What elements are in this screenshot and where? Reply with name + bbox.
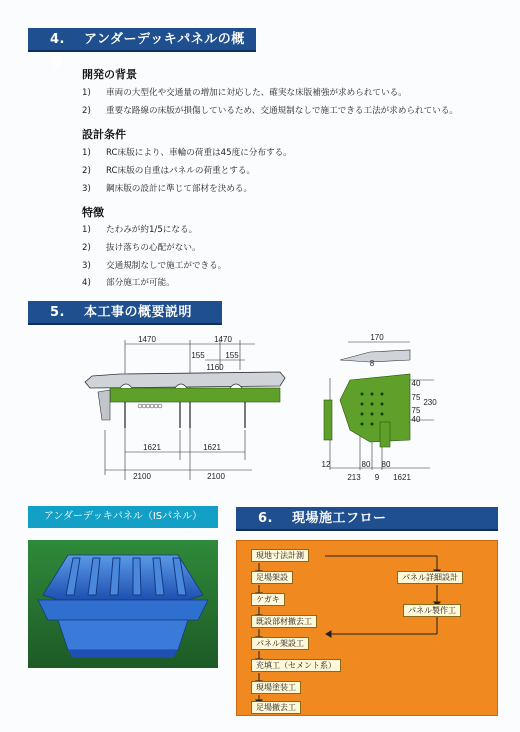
dim-170: 170 bbox=[370, 333, 384, 342]
flow-step-removal: 既設部材撤去工 bbox=[251, 615, 317, 628]
flow-step-painting: 現場塗装工 bbox=[251, 681, 301, 694]
dim-75-bottom: 75 bbox=[411, 406, 421, 415]
background-heading: 開発の背景 bbox=[82, 68, 137, 81]
dim-1470-right: 1470 bbox=[214, 335, 232, 344]
panel-photo-label: アンダーデッキパネル（ISパネル） bbox=[28, 506, 218, 528]
background-item-1: 1) 車両の大型化や交通量の増加に対応した、確実な床版補強が求められている。 bbox=[82, 88, 407, 98]
dim-1160: 1160 bbox=[206, 363, 224, 372]
dim-80-left: 80 bbox=[361, 460, 371, 469]
dim-8: 8 bbox=[369, 359, 375, 368]
dim-1621-right: 1621 bbox=[203, 443, 221, 452]
dim-80-right: 80 bbox=[381, 460, 391, 469]
flow-step-panel-design: パネル詳細設計 bbox=[397, 571, 463, 584]
panel-photo bbox=[28, 540, 218, 668]
design-item-1: 1) RC床版により、車輪の荷重は45度に分布する。 bbox=[82, 148, 292, 158]
dim-155-right: 155 bbox=[225, 351, 239, 360]
flow-step-scaffold-removal: 足場撤去工 bbox=[251, 701, 301, 714]
section5-number: 5. bbox=[50, 305, 65, 320]
dim-213: 213 bbox=[347, 473, 361, 482]
dim-1470-left: 1470 bbox=[138, 335, 156, 344]
features-heading: 特徴 bbox=[82, 206, 104, 219]
construction-flow bbox=[236, 540, 498, 716]
green-panel bbox=[110, 388, 280, 402]
cross-section-drawing bbox=[80, 330, 290, 490]
design-item-3: 3) 鋼床版の設計に準じて部材を決める。 bbox=[82, 184, 253, 194]
features-item-4: 4) 部分施工が可能。 bbox=[82, 278, 175, 288]
flow-step-marking: ケガキ bbox=[251, 593, 285, 606]
dim-40-top: 40 bbox=[411, 379, 421, 388]
section4-number: 4. bbox=[50, 32, 65, 47]
flow-step-panel-fabrication: パネル製作工 bbox=[403, 604, 461, 617]
dim-40-bottom: 40 bbox=[411, 415, 421, 424]
flow-step-panel-install: パネル架設工 bbox=[251, 637, 309, 650]
dim-9: 9 bbox=[374, 473, 380, 482]
section4-header bbox=[28, 28, 256, 71]
flow-step-filling: 充填工（セメント系） bbox=[251, 659, 341, 672]
features-item-2: 2) 抜け落ちの心配がない。 bbox=[82, 243, 201, 253]
dim-1621-left: 1621 bbox=[143, 443, 161, 452]
design-item-2: 2) RC床版の自重はパネルの荷重とする。 bbox=[82, 166, 256, 176]
dim-155-left: 155 bbox=[191, 351, 205, 360]
dim-2100-left: 2100 bbox=[133, 472, 151, 481]
section5-header bbox=[28, 301, 222, 325]
background-item-2: 2) 重要な路線の床版が損傷しているため、交通規制なしで施工できる工法が求められている。 bbox=[82, 106, 459, 116]
design-heading: 設計条件 bbox=[82, 128, 126, 141]
features-item-1: 1) たわみが約1/5になる。 bbox=[82, 225, 198, 235]
dim-75-top: 75 bbox=[411, 393, 421, 402]
section5-title: 本工事の概要説明 bbox=[84, 305, 193, 320]
section4-title: アンダーデッキパネルの概要 bbox=[50, 32, 245, 71]
flow-step-scaffold: 足場架設 bbox=[251, 571, 293, 584]
features-item-3: 3) 交通規制なしで施工ができる。 bbox=[82, 261, 227, 271]
dim-230: 230 bbox=[423, 398, 437, 407]
section6-title: 現場施工フロー bbox=[292, 511, 387, 526]
dim-2100-right: 2100 bbox=[207, 472, 225, 481]
joint-plate bbox=[340, 374, 410, 442]
section6-header bbox=[236, 507, 498, 531]
joint-detail-drawing bbox=[310, 330, 440, 490]
dim-1621-detail: 1621 bbox=[393, 473, 411, 482]
dim-12: 12 bbox=[321, 460, 331, 469]
flow-step-survey: 現地寸法計測 bbox=[251, 549, 309, 562]
section6-number: 6. bbox=[258, 511, 273, 526]
